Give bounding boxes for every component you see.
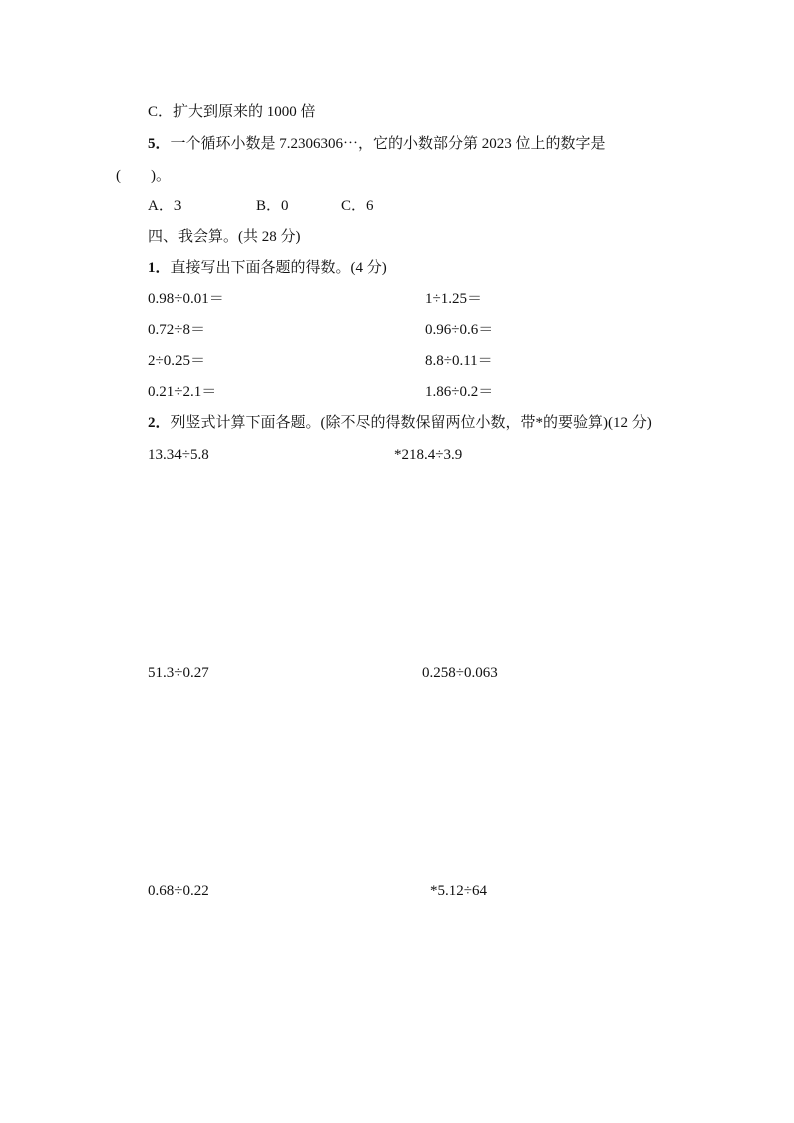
calc-item: 8.8÷0.11＝ [425, 353, 493, 369]
q5-option-c: C．6 [341, 198, 374, 214]
section-title: 四、我会算。(共 28 分) [148, 229, 301, 245]
q5-option-a: A．3 [148, 198, 182, 214]
part-2-heading [148, 413, 652, 433]
calc-item: 1.86÷0.2＝ [425, 384, 494, 400]
vertical-calc-item: 13.34÷5.8 [148, 447, 209, 463]
vertical-calc-item: *5.12÷64 [430, 883, 487, 899]
part-1-heading [148, 258, 387, 278]
q4-option-c: C．扩大到原来的 1000 倍 [148, 104, 316, 120]
question-stem: 一个循环小数是 7.2306306⋯，它的小数部分第 2023 位上的数字是 [170, 136, 606, 152]
calc-item: 0.96÷0.6＝ [425, 322, 494, 338]
vertical-calc-item: 51.3÷0.27 [148, 665, 209, 681]
calc-item: 0.72÷8＝ [148, 322, 205, 338]
part-title: 直接写出下面各题的得数。(4 分) [170, 260, 387, 276]
calc-item: 0.21÷2.1＝ [148, 384, 217, 400]
vertical-calc-item: 0.258÷0.063 [422, 665, 498, 681]
calc-item: 2÷0.25＝ [148, 353, 205, 369]
part-title: 列竖式计算下面各题。(除不尽的得数保留两位小数，带*的要验算)(12 分) [170, 415, 652, 431]
part-number: 1． [148, 260, 171, 276]
calc-item: 0.98÷0.01＝ [148, 291, 224, 307]
answer-blank: ( )。 [116, 168, 171, 184]
calc-item: 1÷1.25＝ [425, 291, 482, 307]
vertical-calc-item: 0.68÷0.22 [148, 883, 209, 899]
question-5 [148, 134, 606, 154]
q5-option-b: B．0 [256, 198, 289, 214]
question-number: 5． [148, 136, 171, 152]
vertical-calc-item: *218.4÷3.9 [394, 447, 463, 463]
part-number: 2． [148, 415, 171, 431]
